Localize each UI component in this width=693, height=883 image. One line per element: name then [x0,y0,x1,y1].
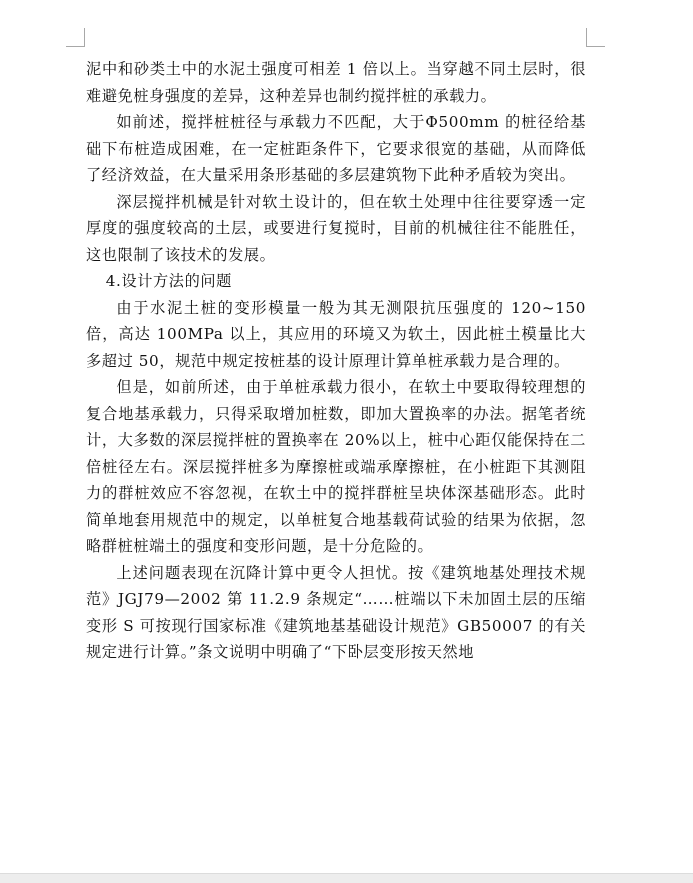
paragraph-continued: 泥中和砂类土中的水泥土强度可相差 1 倍以上。当穿越不同土层时，很难避免桩身强度的差异，这种差异也制约搅拌桩的承载力。 [86,60,586,105]
paragraph-pile-diameter: 如前述，搅拌桩桩径与承载力不匹配，大于Φ500mm 的桩径给基础下布桩造成困难，在一定桩距条件下，它要求很宽的基础，从而降低了经济效益，在大量采用条形基础的多层建筑物下此种矛盾较为突出。 [86,113,586,184]
paragraph-deformation-modulus: 由于水泥土桩的变形模量一般为其无测限抗压强度的 120~150 倍，高达 100MPa 以上，其应用的环境又为软土，因此桩土模量比大多超过 50，规范中规定按桩基的设计原理计算单桩承载力是合理的。 [86,298,586,370]
document-body[interactable] [86,56,586,666]
paragraph-pile-group-effect: 但是，如前所述，由于单桩承载力很小，在软土中要取得较理想的复合地基承载力，只得采取增加桩数，即加大置换率的办法。据笔者统计，大多数的深层搅拌桩的置换率在 20%以上，桩中心距仅能保持在二倍桩径左右。深层搅拌桩多为摩擦桩或端承摩擦桩，在小桩距下其测阻力的群桩效应不容忽视，在软土中的搅拌群桩呈块体深基础形态。此时简单地套用规范中的规定，以单桩复合地基载荷试验的结果为依据，忽略群桩桩端土的强度和变形问题，是十分危险的。 [86,378,586,555]
status-bar-edge [0,873,693,883]
section-heading-design-method: 4.设计方法的问题 [105,272,232,290]
margin-corner-top-right [586,28,605,47]
paragraph-settlement-calculation: 上述问题表现在沉降计算中更令人担忧。按《建筑地基处理技术规范》JGJ79—2002 第 11.2.9 条规定“……桩端以下未加固土层的压缩变形 S 可按现行国家标准《建筑地基基础设计规范》GB50007 的有关规定进行计算。”条文说明中明确了“下卧层变形按天然地 [86,563,586,661]
margin-corner-top-left [66,28,85,47]
paragraph-mixing-machinery: 深层搅拌机械是针对软土设计的，但在软土处理中往往要穿透一定厚度的强度较高的土层，或要进行复搅时，目前的机械往往不能胜任，这也限制了该技术的发展。 [86,192,586,264]
